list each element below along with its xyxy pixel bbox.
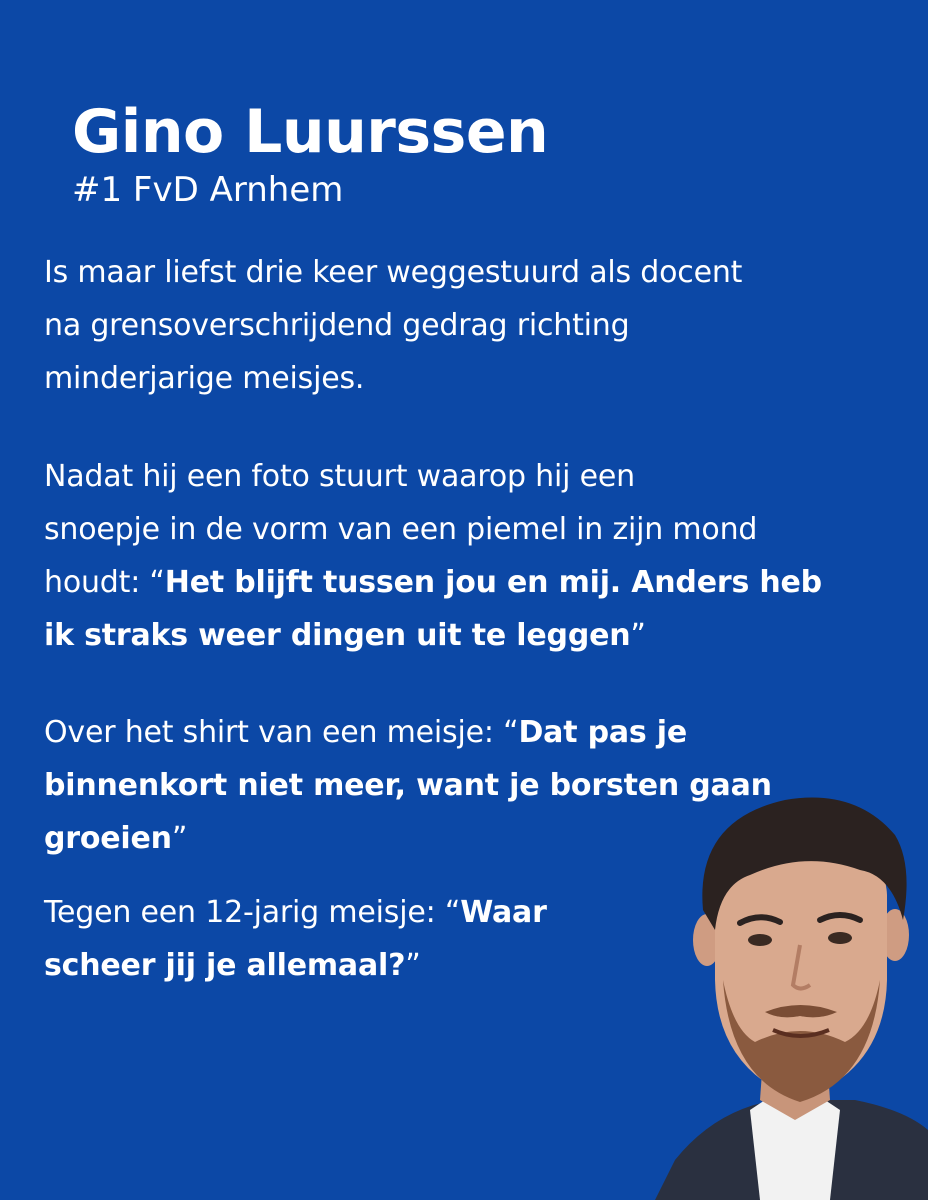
paragraph-3-line-1-prefix: Over het shirt van een meisje: “ xyxy=(44,715,519,750)
paragraph-3-quote-part-3: groeien xyxy=(44,821,172,856)
paragraph-2-line-4 xyxy=(44,609,904,662)
left-eye xyxy=(748,934,772,946)
person-portrait-photo xyxy=(655,780,928,1200)
person-name: Gino Luurssen xyxy=(72,97,549,167)
paragraph-4-line-1-prefix: Tegen een 12-jarig meisje: “ xyxy=(44,895,461,930)
paragraph-2-line-3-prefix: houdt: “ xyxy=(44,565,165,600)
right-eye xyxy=(828,932,852,944)
paragraph-2-quote-part-2: ik straks weer dingen uit te leggen xyxy=(44,618,631,653)
paragraph-2 xyxy=(44,450,904,662)
paragraph-4-line-2-suffix: ” xyxy=(405,948,421,983)
paragraph-1 xyxy=(44,246,904,405)
paragraph-3-line-3-suffix: ” xyxy=(171,821,188,856)
paragraph-2-line-1: Nadat hij een foto stuurt waarop hij een xyxy=(44,459,635,494)
paragraph-4-quote-part-2: scheer jij je allemaal? xyxy=(44,948,406,983)
paragraph-2-line-2: snoepje in de vorm van een piemel in zijn mond xyxy=(44,512,758,547)
paragraph-4-quote-part-1: Waar xyxy=(460,895,547,930)
paragraph-2-line-3 xyxy=(44,556,904,609)
paragraph-2-line-4-suffix: ” xyxy=(630,618,646,653)
paragraph-1-line-1: Is maar liefst drie keer weggestuurd als docent xyxy=(44,255,743,290)
person-subtitle: #1 FvD Arnhem xyxy=(72,170,344,210)
paragraph-1-line-3: minderjarige meisjes. xyxy=(44,361,365,396)
paragraph-3-quote-part-1: Dat pas je xyxy=(518,715,688,750)
paragraph-3-quote-part-2: binnenkort niet meer, want je borsten gaan xyxy=(44,768,772,803)
paragraph-2-quote-part-1: Het blijft tussen jou en mij. Anders heb xyxy=(164,565,822,600)
paragraph-3-line-1 xyxy=(44,706,904,759)
paragraph-1-line-2: na grensoverschrijdend gedrag richting xyxy=(44,308,630,343)
